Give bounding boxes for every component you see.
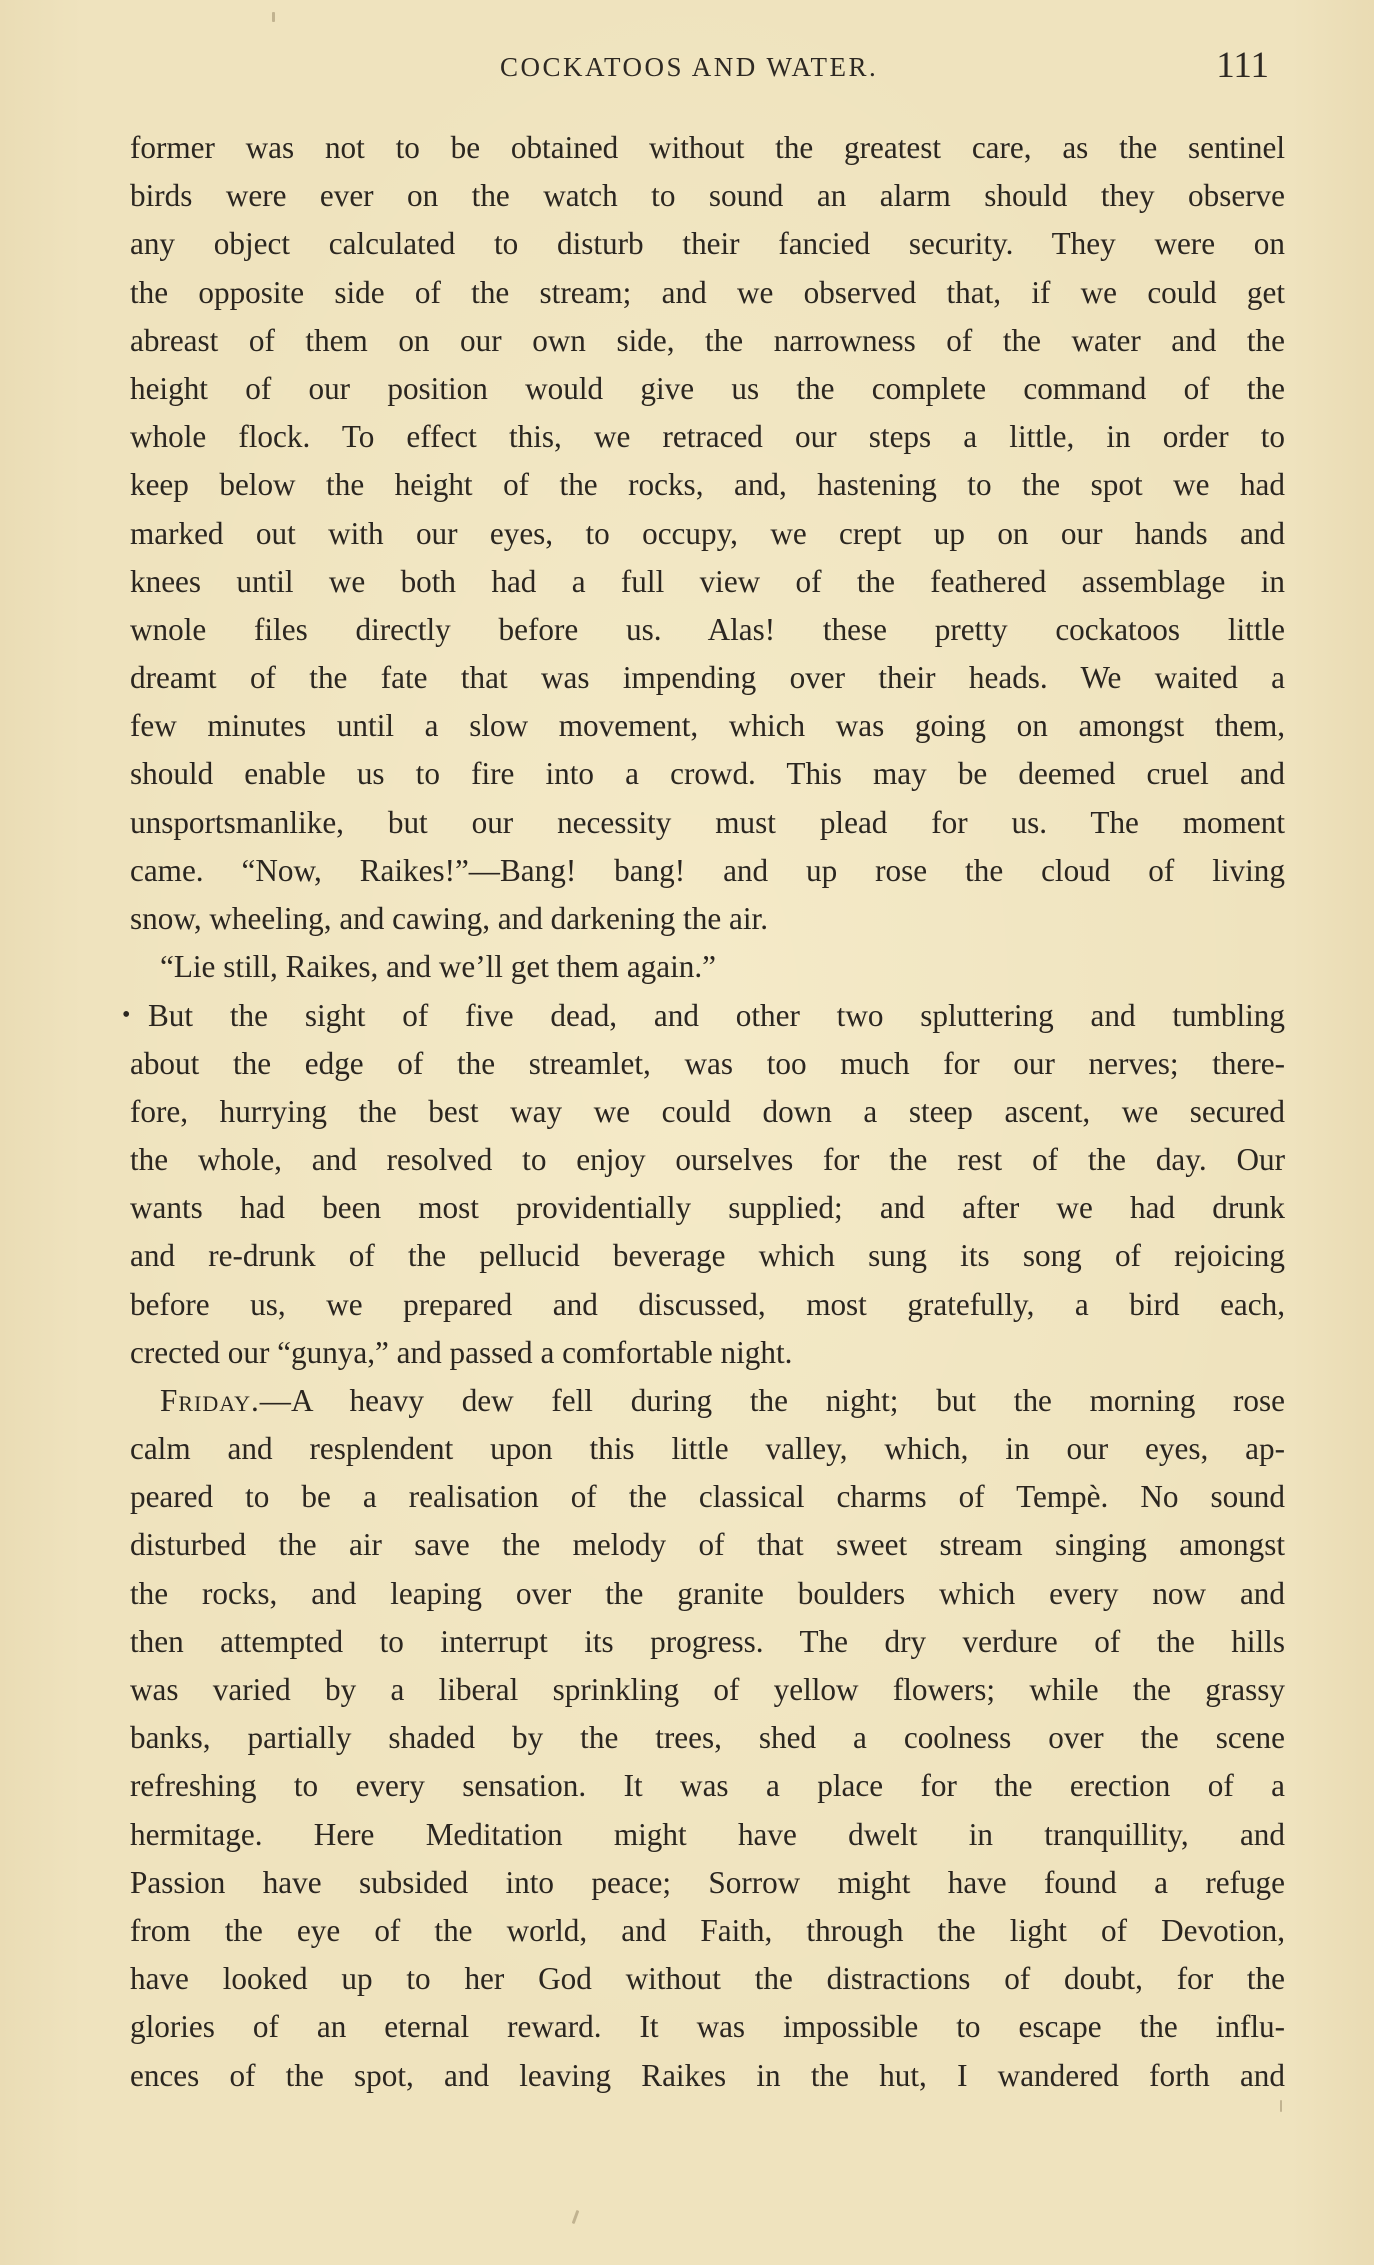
page-number: 111 bbox=[1216, 45, 1269, 86]
text-line: wants had been most providentially supplied; and after we had drunk bbox=[130, 1190, 1285, 1226]
text-line: Passion have subsided into peace; Sorrow might have found a refuge bbox=[130, 1864, 1285, 1900]
running-head bbox=[130, 44, 1275, 84]
text-line: —A heavy dew fell during the night; but the morning rose bbox=[259, 1382, 1285, 1418]
text-line: any object calculated to disturb their fancied security. They were on bbox=[130, 226, 1285, 262]
text-line: few minutes until a slow movement, which was going on amongst them, bbox=[130, 708, 1285, 744]
text-line: keep below the height of the rocks, and, hastening to the spot we had bbox=[130, 467, 1285, 503]
paper-speck bbox=[1280, 2100, 1282, 2112]
text-line: marked out with our eyes, to occupy, we crept up on our hands and bbox=[130, 515, 1285, 551]
text-line: the opposite side of the stream; and we observed that, if we could get bbox=[130, 274, 1285, 310]
text-line: calm and resplendent upon this little valley, which, in our eyes, ap- bbox=[130, 1431, 1285, 1467]
text-line: have looked up to her God without the distractions of doubt, for the bbox=[130, 1961, 1285, 1997]
text-line: former was not to be obtained without the greatest care, as the sentinel bbox=[130, 130, 1285, 165]
body-text bbox=[122, 124, 1285, 2100]
text-line: banks, partially shaded by the trees, shed a coolness over the scene bbox=[130, 1720, 1285, 1756]
running-title: COCKATOOS AND WATER. bbox=[500, 52, 879, 82]
text-line: glories of an eternal reward. It was impossible to escape the influ- bbox=[130, 2009, 1285, 2045]
text-line: the rocks, and leaping over the granite boulders which every now and bbox=[130, 1575, 1285, 1611]
text-line: “Lie still, Raikes, and we’ll get them again.” bbox=[160, 949, 716, 985]
day-heading: Friday. bbox=[160, 1382, 260, 1418]
text-line: crected our “gunya,” and passed a comfortable night. bbox=[130, 1334, 793, 1370]
text-line: and re-drunk of the pellucid beverage which sung its song of rejoicing bbox=[130, 1238, 1285, 1274]
paper-speck bbox=[272, 12, 275, 22]
paper-speck bbox=[572, 2210, 580, 2224]
text-line: about the edge of the streamlet, was too much for our nerves; there- bbox=[130, 1045, 1285, 1081]
text-line: peared to be a realisation of the classical charms of Tempè. No sound bbox=[130, 1479, 1285, 1515]
text-line: abreast of them on our own side, the narrowness of the water and the bbox=[130, 322, 1285, 358]
text-line: should enable us to fire into a crowd. This may be deemed cruel and bbox=[130, 756, 1285, 792]
text-line: knees until we both had a full view of the feathered assemblage in bbox=[130, 563, 1285, 599]
text-line: the whole, and resolved to enjoy ourselves for the rest of the day. Our bbox=[130, 1141, 1285, 1177]
text-line-with-bullet bbox=[122, 991, 1285, 1039]
text-line: birds were ever on the watch to sound an alarm should they observe bbox=[130, 178, 1285, 214]
text-line: wnole files directly before us. Alas! these pretty cockatoos little bbox=[130, 611, 1285, 647]
text-line: snow, wheeling, and cawing, and darkening the air. bbox=[130, 901, 769, 936]
text-line: ences of the spot, and leaving Raikes in the hut, I wandered forth and bbox=[130, 2057, 1285, 2093]
bullet-mark: • bbox=[122, 1002, 131, 1029]
text-line: refreshing to every sensation. It was a place for the erection of a bbox=[130, 1768, 1285, 1804]
text-line: then attempted to interrupt its progress. The dry verdure of the hills bbox=[130, 1623, 1285, 1659]
text-line: from the eye of the world, and Faith, through the light of Devotion, bbox=[130, 1912, 1285, 1948]
text-line: whole flock. To effect this, we retraced our steps a little, in order to bbox=[130, 419, 1285, 455]
text-line: height of our position would give us the complete command of the bbox=[130, 370, 1285, 406]
text-line: fore, hurrying the best way we could down a steep ascent, we secured bbox=[130, 1093, 1285, 1129]
text-line: came. “Now, Raikes!”—Bang! bang! and up rose the cloud of living bbox=[130, 852, 1285, 888]
text-line-with-heading bbox=[130, 1377, 1285, 1425]
text-line: hermitage. Here Meditation might have dwelt in tranquillity, and bbox=[130, 1816, 1285, 1852]
text-line: disturbed the air save the melody of that sweet stream singing amongst bbox=[130, 1527, 1285, 1563]
text-line: unsportsmanlike, but our necessity must plead for us. The moment bbox=[130, 804, 1285, 840]
text-line: was varied by a liberal sprinkling of yellow flowers; while the grassy bbox=[130, 1672, 1285, 1707]
text-line: But the sight of five dead, and other two spluttering and tumbling bbox=[148, 998, 1285, 1034]
text-line: dreamt of the fate that was impending over their heads. We waited a bbox=[130, 660, 1285, 696]
text-line: before us, we prepared and discussed, most gratefully, a bird each, bbox=[130, 1286, 1285, 1322]
